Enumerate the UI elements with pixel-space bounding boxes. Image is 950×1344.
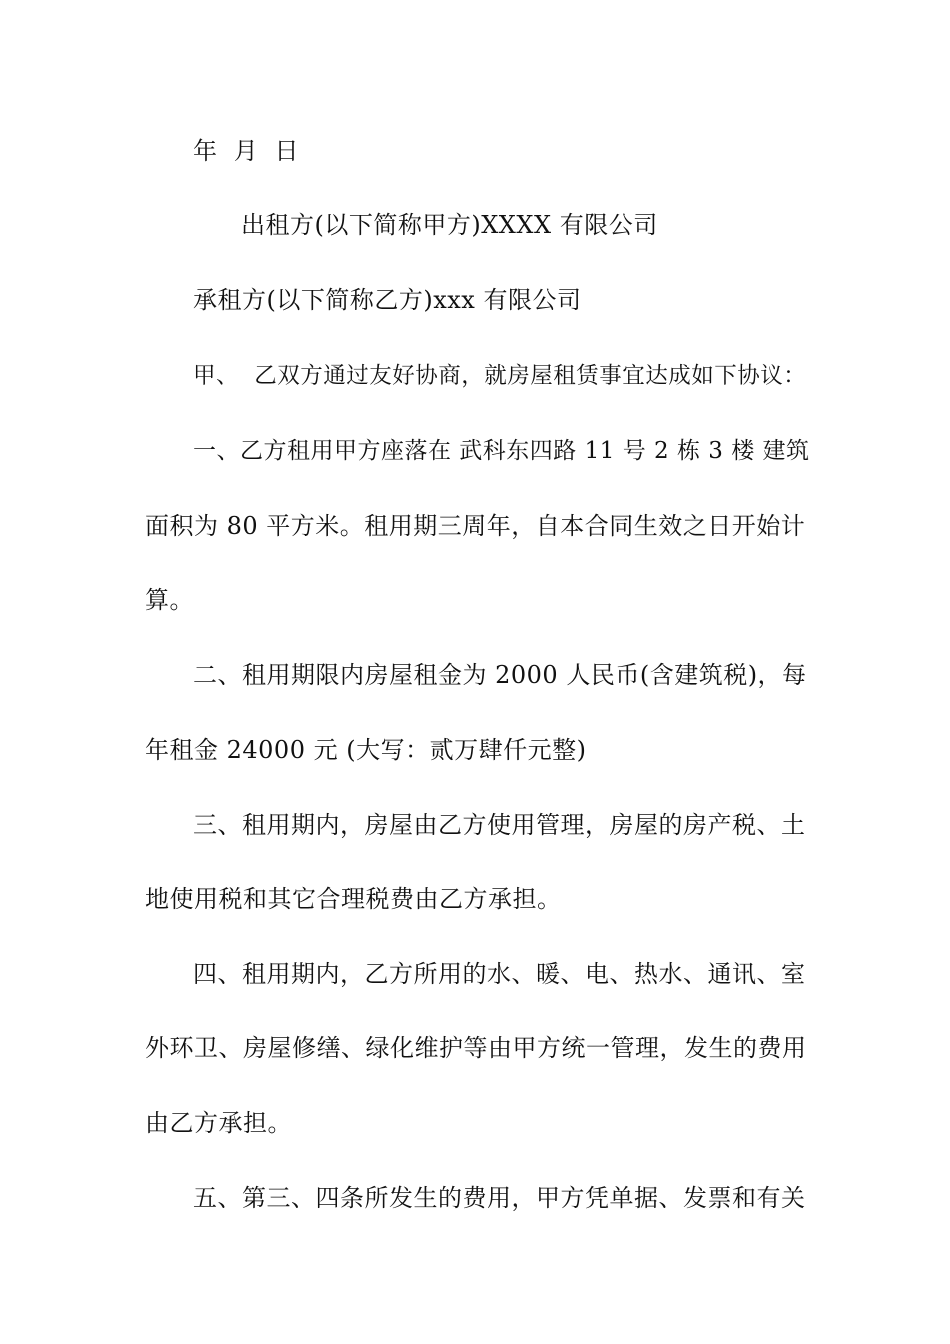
intro-line: 甲、 乙双方通过友好协商，就房屋租赁事宜达成如下协议： <box>193 363 807 389</box>
lessor-line: 出租方(以下简称甲方)XXXX 有限公司 <box>241 211 658 239</box>
clause-1-line-1: 一、乙方租用甲方座落在 武科东四路 11 号 2 栋 3 楼 建筑 <box>193 438 810 464</box>
clause-3-line-2: 地使用税和其它合理税费由乙方承担。 <box>145 885 562 913</box>
clause-3-line-1: 三、租用期内，房屋由乙方使用管理，房屋的房产税、土 <box>193 811 806 839</box>
clause-1-line-3: 算。 <box>145 586 194 614</box>
clause-4-line-2: 外环卫、房屋修缮、绿化维护等由甲方统一管理，发生的费用 <box>145 1034 807 1062</box>
clause-2-line-1: 二、租用期限内房屋租金为 2000 人民币(含建筑税)，每 <box>193 661 807 689</box>
clause-4-line-1: 四、租用期内，乙方所用的水、暖、电、热水、通讯、室 <box>193 960 806 988</box>
date-line: 年 月 日 <box>193 137 300 165</box>
clause-4-line-3: 由乙方承担。 <box>145 1109 292 1137</box>
lessee-line: 承租方(以下简称乙方)xxx 有限公司 <box>193 286 582 314</box>
clause-1-line-2: 面积为 80 平方米。租用期三周年，自本合同生效之日开始计 <box>145 512 806 540</box>
clause-5-line-1: 五、第三、四条所发生的费用，甲方凭单据、发票和有关 <box>193 1184 806 1212</box>
clause-2-line-2: 年租金 24000 元 (大写：贰万肆仟元整) <box>145 736 587 764</box>
